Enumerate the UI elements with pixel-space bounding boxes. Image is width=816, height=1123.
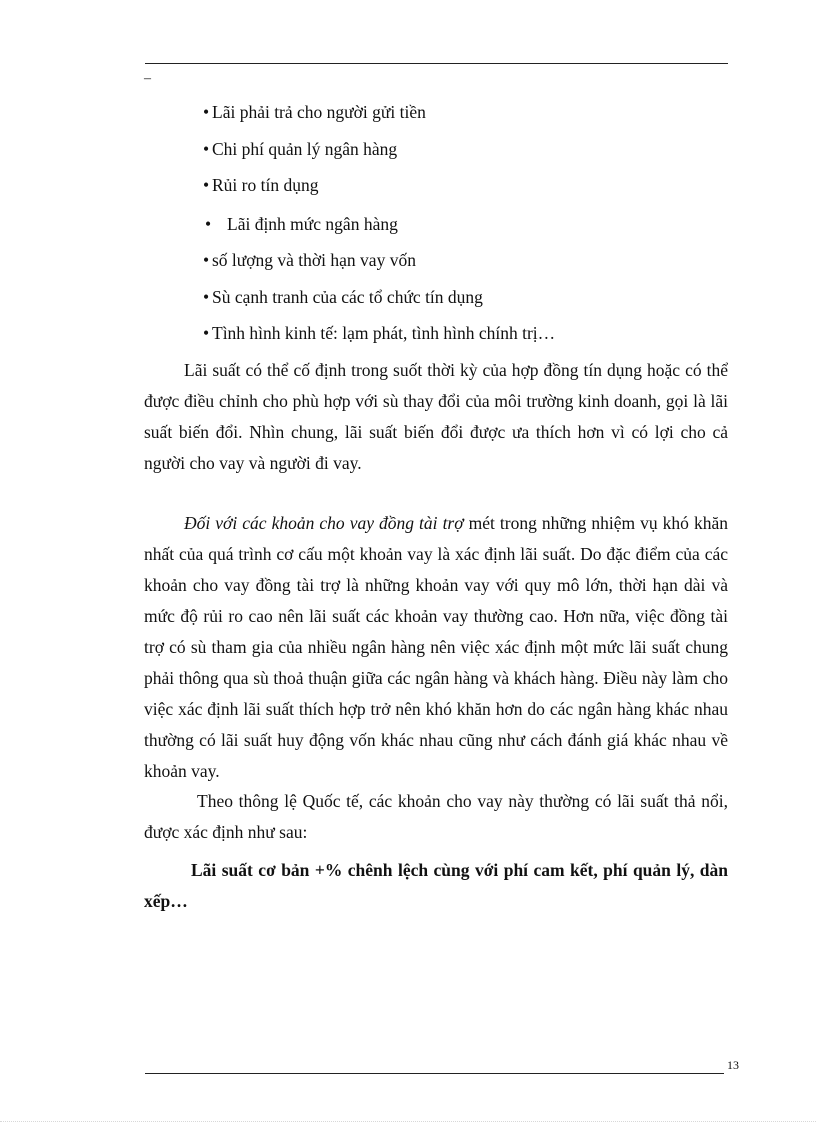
italic-lead: Đối với các khoản cho vay đồng tài trợ [184, 513, 464, 533]
bullet-icon: • [203, 102, 210, 122]
paragraph-text: Theo thông lệ Quốc tế, các khoản cho vay này thường có lãi suất thả nổi, được xác định như sau: [144, 791, 728, 842]
list-item-text: Tình hình kinh tế: lạm phát, tình hình chính trị… [212, 323, 556, 343]
list-item [203, 323, 555, 343]
paragraph-interest-types [144, 355, 728, 479]
bullet-icon: • [203, 250, 210, 270]
bullet-icon: • [203, 175, 210, 195]
header-rule [145, 63, 728, 64]
header-dash: – [144, 71, 151, 86]
footer-rule [145, 1073, 724, 1074]
paragraph-international-practice [144, 786, 728, 848]
list-item [203, 214, 398, 234]
list-item-text: Chi phí quản lý ngân hàng [212, 139, 398, 159]
list-item-text: Lãi định mức ngân hàng [227, 214, 398, 234]
paragraph-text: mét trong những nhiệm vụ khó khăn nhất của quá trình cơ cấu một khoản vay là xác định lãi suất. Do đặc điểm của các khoản cho vay đồng tài trợ là những khoản vay với quy mô lớn, thời hạn dài và mức độ rủi ro cao nên lãi suất các khoản vay thường cao. Hơn nữa, việc đồng tài trợ có sù tham gia của nhiều ngân hàng nên việc xác định một mức lãi suất chung phải thông qua sù thoả thuận giữa các ngân hàng và khách hàng. Điều này làm cho việc xác định lãi suất thích hợp trở nên khó khăn hơn do các ngân hàng khác nhau thường có lãi suất huy động vốn khác nhau cũng như cách đánh giá khác nhau về khoản vay. [144, 513, 728, 781]
list-item [203, 287, 483, 307]
bullet-icon: • [203, 287, 210, 307]
paragraph-formula [144, 855, 728, 917]
bullet-icon: • [203, 139, 210, 159]
bullet-icon: • [203, 323, 210, 343]
page-number: 13 [727, 1058, 739, 1072]
list-item-text: Lãi phải trả cho người gửi tiền [212, 102, 426, 122]
list-item [203, 139, 397, 159]
list-item-text: Sù cạnh tranh của các tổ chức tín dụng [212, 287, 483, 307]
page-edge-divider [0, 1121, 816, 1122]
paragraph-syndicated-loans [144, 508, 728, 787]
list-item-text: số lượng và thời hạn vay vốn [212, 250, 416, 270]
paragraph-text: Lãi suất có thể cố định trong suốt thời kỳ của hợp đồng tín dụng hoặc có thể được điều chỉnh cho phù hợp với sù thay đổi của môi trường kinh doanh, gọi là lãi suất biến đổi. Nhìn chung, lãi suất biến đổi được ưa thích hơn vì có lợi cho cả người cho vay và người đi vay. [144, 360, 728, 473]
bullet-icon: • [205, 214, 212, 234]
list-item-text: Rủi ro tín dụng [212, 175, 319, 195]
list-item [203, 175, 318, 195]
list-item [203, 102, 426, 122]
paragraph-text: Lãi suất cơ bản +% chênh lệch cùng với phí cam kết, phí quản lý, dàn xếp… [144, 860, 728, 911]
list-item [203, 250, 416, 270]
